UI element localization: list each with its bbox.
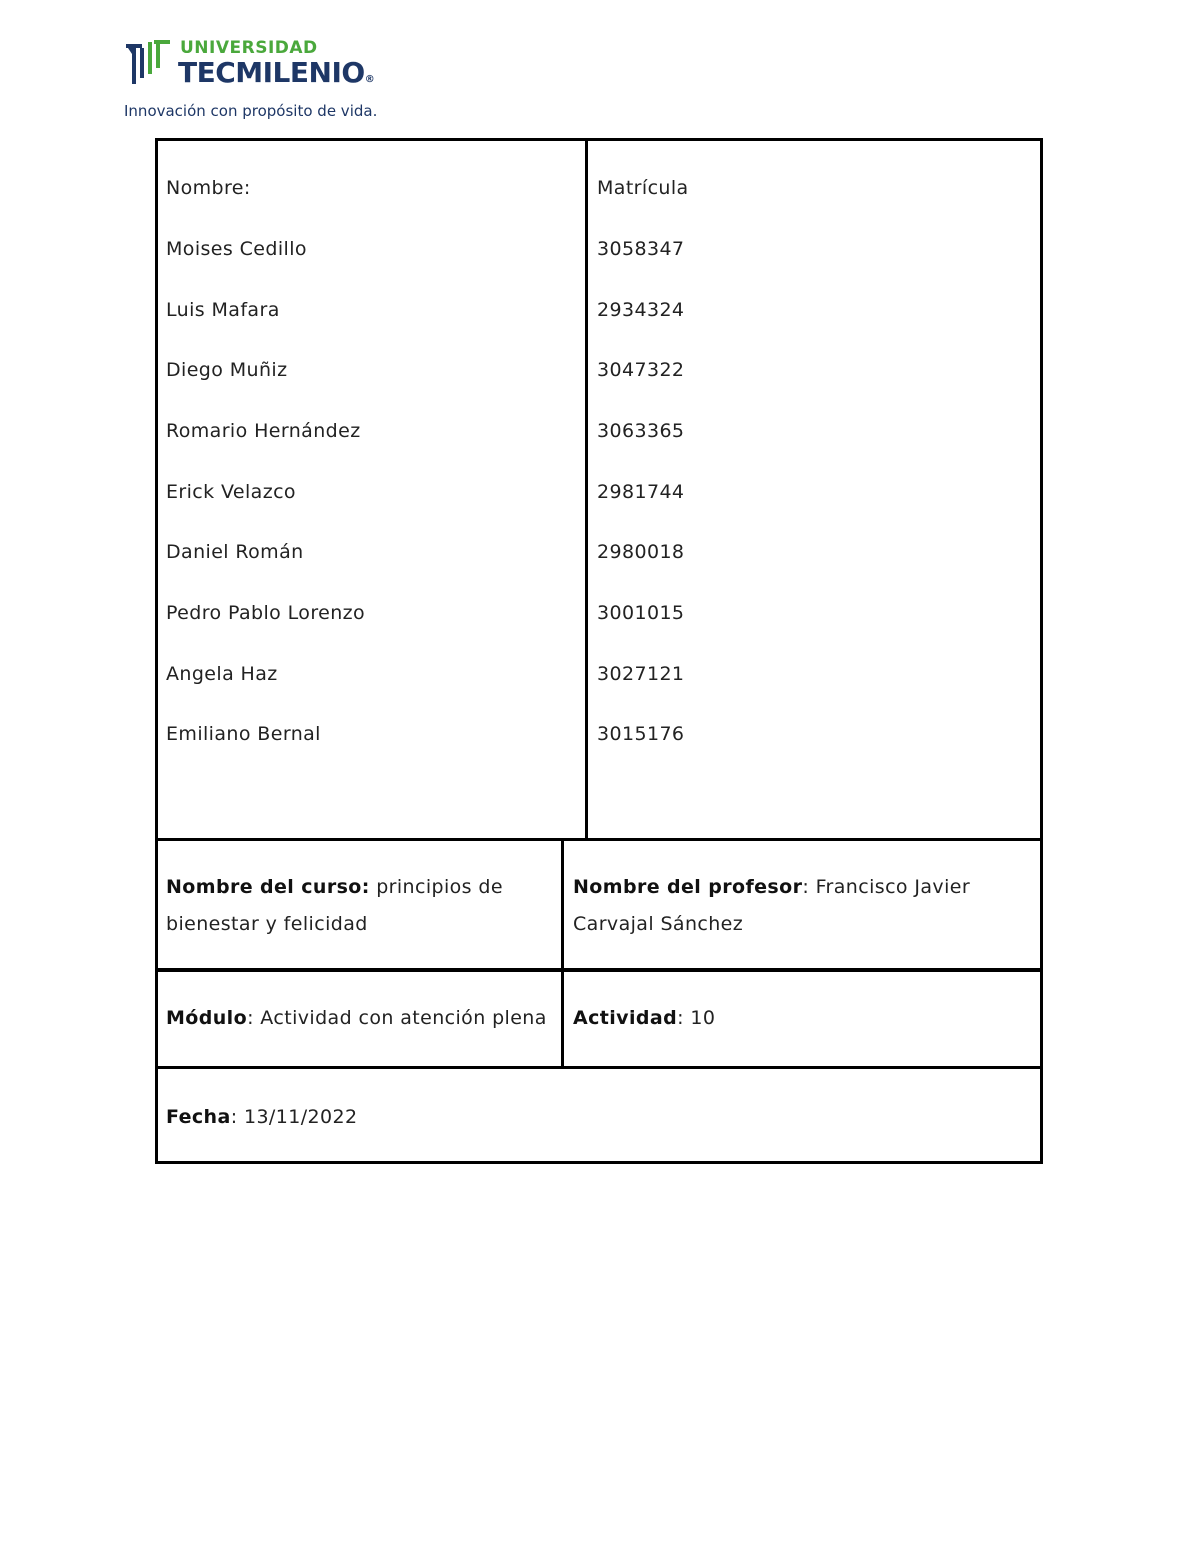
row-divider-1 [155, 838, 1043, 841]
row-divider-3 [155, 1066, 1043, 1069]
date-cell [166, 1105, 357, 1129]
students-column-divider [585, 138, 588, 841]
activity-value: : 10 [677, 1007, 716, 1029]
student-name: Erick Velazco [166, 481, 296, 503]
student-id: 2980018 [597, 541, 685, 563]
course-label: Nombre del curso: [166, 876, 370, 898]
student-name: Angela Haz [166, 663, 278, 685]
row-divider-2 [155, 968, 1043, 972]
name-column-header: Nombre: [166, 177, 251, 199]
professor-label: Nombre del profesor [573, 876, 803, 898]
logo-brand-text [178, 56, 375, 89]
logo-registered-mark: ® [364, 74, 375, 85]
professor-cell [573, 869, 1033, 943]
tecmilenio-logo-mark-icon [124, 38, 172, 86]
student-id: 3001015 [597, 602, 685, 624]
student-id: 2934324 [597, 299, 685, 321]
activity-cell [573, 1006, 715, 1030]
student-id: 3047322 [597, 359, 685, 381]
student-id: 3027121 [597, 663, 685, 685]
logo-brand-name: TECMILENIO [178, 56, 365, 89]
table-border-top [155, 138, 1043, 141]
course-value: principios de bienestar y felicidad [166, 876, 503, 935]
student-name: Diego Muñiz [166, 359, 288, 381]
info-column-divider [561, 838, 564, 1069]
course-cell [166, 869, 551, 943]
university-logo [118, 30, 388, 130]
student-name: Moises Cedillo [166, 238, 307, 260]
module-label: Módulo [166, 1007, 248, 1029]
date-label: Fecha [166, 1106, 231, 1128]
module-cell [166, 1006, 547, 1030]
student-name: Romario Hernández [166, 420, 361, 442]
professor-value: : Francisco Javier Carvajal Sánchez [573, 876, 971, 935]
logo-university-text: UNIVERSIDAD [180, 38, 318, 58]
student-id: 3063365 [597, 420, 685, 442]
date-value: : 13/11/2022 [230, 1106, 358, 1128]
student-id: 2981744 [597, 481, 685, 503]
student-id: 3015176 [597, 723, 685, 745]
table-border-bottom [155, 1161, 1043, 1164]
student-name: Daniel Román [166, 541, 304, 563]
table-border-left [155, 138, 158, 1164]
table-border-right [1040, 138, 1043, 1164]
student-name: Luis Mafara [166, 299, 280, 321]
student-name: Emiliano Bernal [166, 723, 321, 745]
logo-slogan: Innovación con propósito de vida. [124, 102, 378, 120]
activity-label: Actividad [573, 1007, 678, 1029]
id-column-header: Matrícula [597, 177, 689, 199]
student-id: 3058347 [597, 238, 685, 260]
module-value: : Actividad con atención plena [247, 1007, 547, 1029]
student-name: Pedro Pablo Lorenzo [166, 602, 366, 624]
